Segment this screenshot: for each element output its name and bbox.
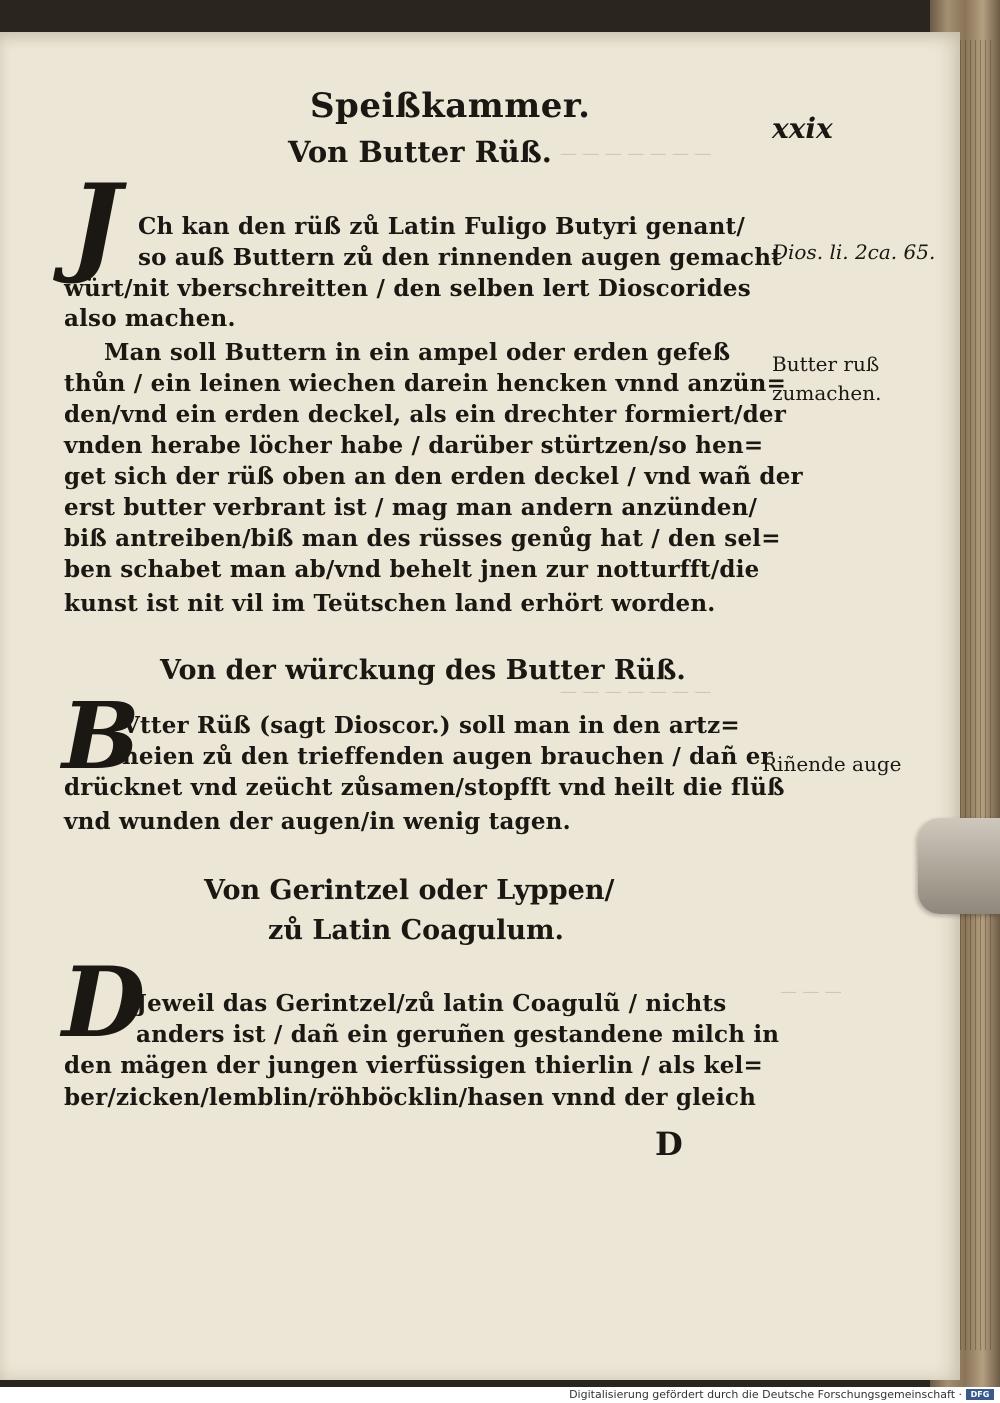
text-line: den mägen der jungen vierfüssigen thierlin / als kel= bbox=[64, 1052, 763, 1079]
section-heading-line-2: zů Latin Coagulum. bbox=[268, 915, 564, 946]
bleed-through-mark: — — — — — — — bbox=[560, 682, 712, 702]
drop-initial: B bbox=[62, 682, 140, 790]
running-head: Speißkammer. bbox=[310, 86, 591, 126]
text-line: vnden herabe löcher habe / darüber stürtzen/so hen= bbox=[64, 432, 764, 459]
text-line: so auß Buttern zů den rinnenden augen gemacht bbox=[138, 244, 783, 271]
margin-note: Butter ruß bbox=[772, 352, 880, 376]
page-clip bbox=[918, 818, 1000, 914]
section-heading: Von Butter Rüß. bbox=[288, 135, 552, 169]
bleed-through-mark: — — — bbox=[780, 982, 842, 1002]
text-line: biß antreiben/biß man des rüsses genůg hat / den sel= bbox=[64, 525, 781, 552]
digitization-footer bbox=[0, 1387, 1000, 1403]
margin-note: zumachen. bbox=[772, 381, 882, 405]
text-line: Vtter Rüß (sagt Dioscor.) soll man in den artz= bbox=[122, 712, 740, 739]
dfg-logo: DFG bbox=[966, 1389, 994, 1400]
text-line: ben schabet man ab/vnd behelt jnen zur notturfft/die bbox=[64, 556, 760, 583]
folio-number: xxix bbox=[772, 112, 833, 145]
text-line: Ch kan den rüß zů Latin Fuligo Butyri genant/ bbox=[138, 213, 745, 240]
signature-mark: D bbox=[655, 1125, 683, 1163]
drop-initial: J bbox=[70, 161, 122, 287]
text-line: Man soll Buttern in ein ampel oder erden gefeß bbox=[104, 339, 731, 366]
text-line: Jeweil das Gerintzel/zů latin Coagulũ / nichts bbox=[136, 990, 727, 1017]
text-line: ber/zicken/lemblin/röhböcklin/hasen vnnd der gleich bbox=[64, 1084, 757, 1111]
text-line: vnd wunden der augen/in wenig tagen. bbox=[64, 808, 571, 835]
text-line: neien zů den trieffenden augen brauchen / dañ er bbox=[122, 743, 773, 770]
text-line: erst butter verbrant ist / mag man andern anzünden/ bbox=[64, 494, 758, 521]
section-heading: Von Gerintzel oder Lyppen/ bbox=[204, 875, 615, 906]
drop-initial: D bbox=[62, 946, 146, 1059]
bleed-through-mark: — — — — — — — bbox=[560, 144, 712, 164]
footer-credit: Digitalisierung gefördert durch die Deutsche Forschungsgemeinschaft · bbox=[569, 1388, 962, 1401]
section-heading: Von der würckung des Butter Rüß. bbox=[160, 655, 686, 686]
text-line: thůn / ein leinen wiechen darein hencken vnnd anzün= bbox=[64, 370, 787, 397]
text-line: also machen. bbox=[64, 305, 236, 332]
text-line: drücknet vnd zeücht zůsamen/stopfft vnd heilt die flüß bbox=[64, 774, 785, 801]
text-line: den/vnd ein erden deckel, als ein drechter formiert/der bbox=[64, 401, 787, 428]
text-line: anders ist / dañ ein geruñen gestandene milch in bbox=[136, 1021, 780, 1048]
text-line: get sich der rüß oben an den erden deckel / vnd wañ der bbox=[64, 463, 803, 490]
margin-note: Riñende auge bbox=[762, 752, 902, 776]
text-line: würt/nit vberschreitten / den selben lert Dioscorides bbox=[64, 275, 751, 302]
margin-note: Dios. li. 2ca. 65. bbox=[772, 240, 936, 264]
text-line: kunst ist nit vil im Teütschen land erhört worden. bbox=[64, 590, 716, 617]
